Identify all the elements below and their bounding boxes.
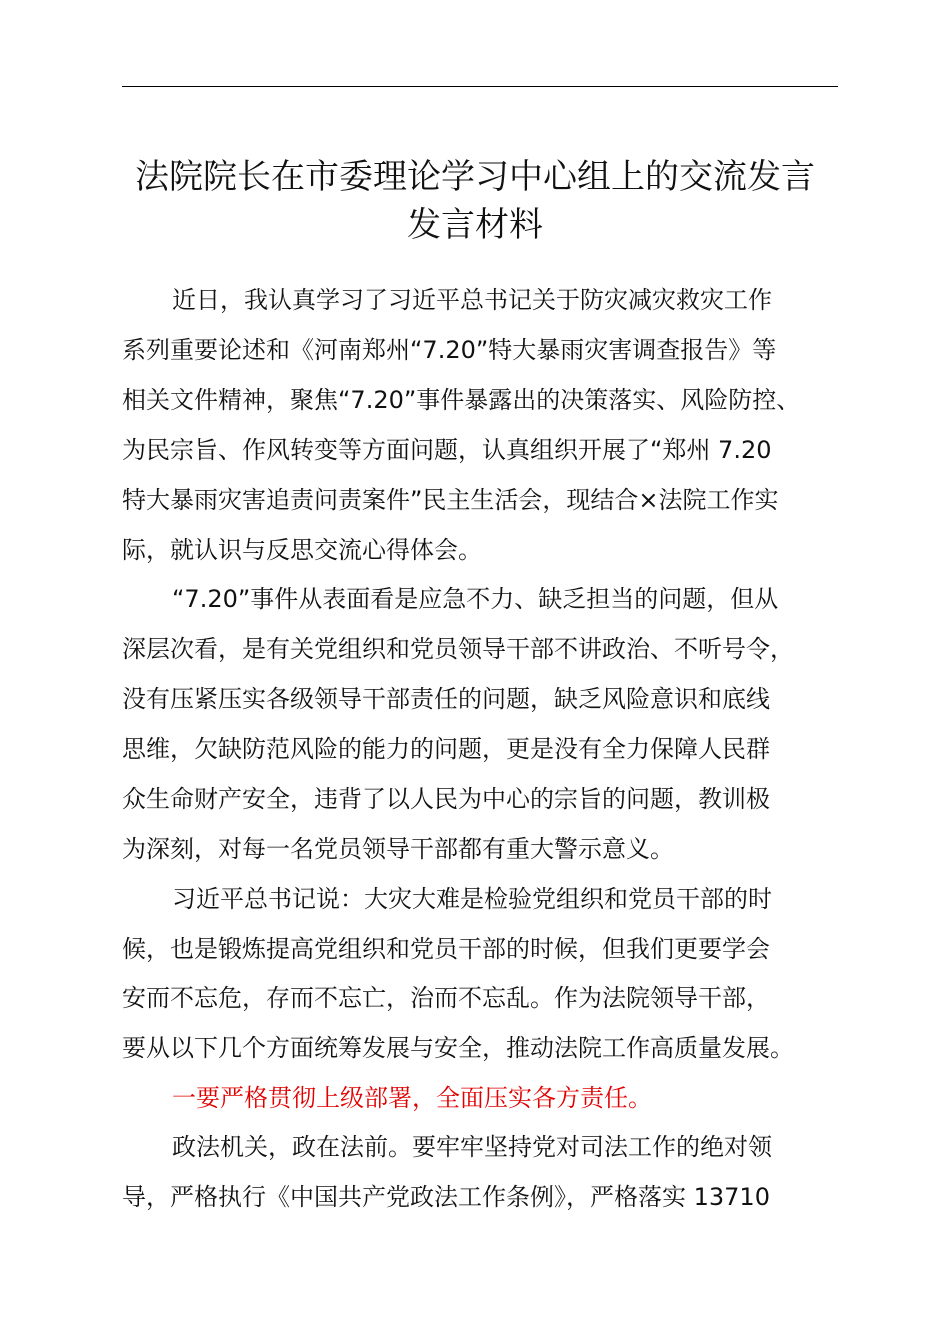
section-heading: 一要严格贯彻上级部署，全面压实各方责任。	[172, 1084, 652, 1112]
paragraph-line: 际，就认识与反思交流心得体会。	[122, 536, 482, 564]
paragraph-line: 为民宗旨、作风转变等方面问题，认真组织开展了“郑州 7.20	[122, 436, 772, 464]
paragraph-line: 要从以下几个方面统筹发展与安全，推动法院工作高质量发展。	[122, 1034, 794, 1062]
paragraph-line: 近日，我认真学习了习近平总书记关于防灾减灾救灾工作	[172, 286, 772, 314]
paragraph-line: 特大暴雨灾害追责问责案件”民主生活会，现结合×法院工作实	[122, 486, 779, 514]
paragraph-line: 思维，欠缺防范风险的能力的问题，更是没有全力保障人民群	[122, 735, 770, 763]
paragraph-line: 没有压紧压实各级领导干部责任的问题，缺乏风险意识和底线	[122, 685, 770, 713]
paragraph-line: 众生命财产安全，违背了以人民为中心的宗旨的问题，教训极	[122, 785, 770, 813]
paragraph-line: 导，严格执行《中国共产党政法工作条例》，严格落实 13710	[122, 1183, 770, 1211]
paragraph-line: 政法机关，政在法前。要牢牢坚持党对司法工作的绝对领	[172, 1133, 772, 1161]
paragraph-line: 相关文件精神，聚焦“7.20”事件暴露出的决策落实、风险防控、	[122, 386, 801, 414]
paragraph-line: 候，也是锻炼提高党组织和党员干部的时候，但我们更要学会	[122, 935, 770, 963]
paragraph-line: 安而不忘危，存而不忘亡，治而不忘乱。作为法院领导干部，	[122, 984, 770, 1012]
document-title-line2: 发言材料	[407, 205, 543, 245]
paragraph-line: “7.20”事件从表面看是应急不力、缺乏担当的问题，但从	[172, 585, 779, 613]
document-title: 法院院长在市委理论学习中心组上的交流发言	[135, 157, 815, 197]
paragraph-line: 深层次看，是有关党组织和党员领导干部不讲政治、不听号令，	[122, 635, 794, 663]
paragraph-line: 为深刻，对每一名党员领导干部都有重大警示意义。	[122, 835, 674, 863]
paragraph-line: 习近平总书记说：大灾大难是检验党组织和党员干部的时	[172, 885, 772, 913]
paragraph-line: 系列重要论述和《河南郑州“7.20”特大暴雨灾害调查报告》等	[122, 336, 777, 364]
header-rule	[122, 86, 838, 87]
